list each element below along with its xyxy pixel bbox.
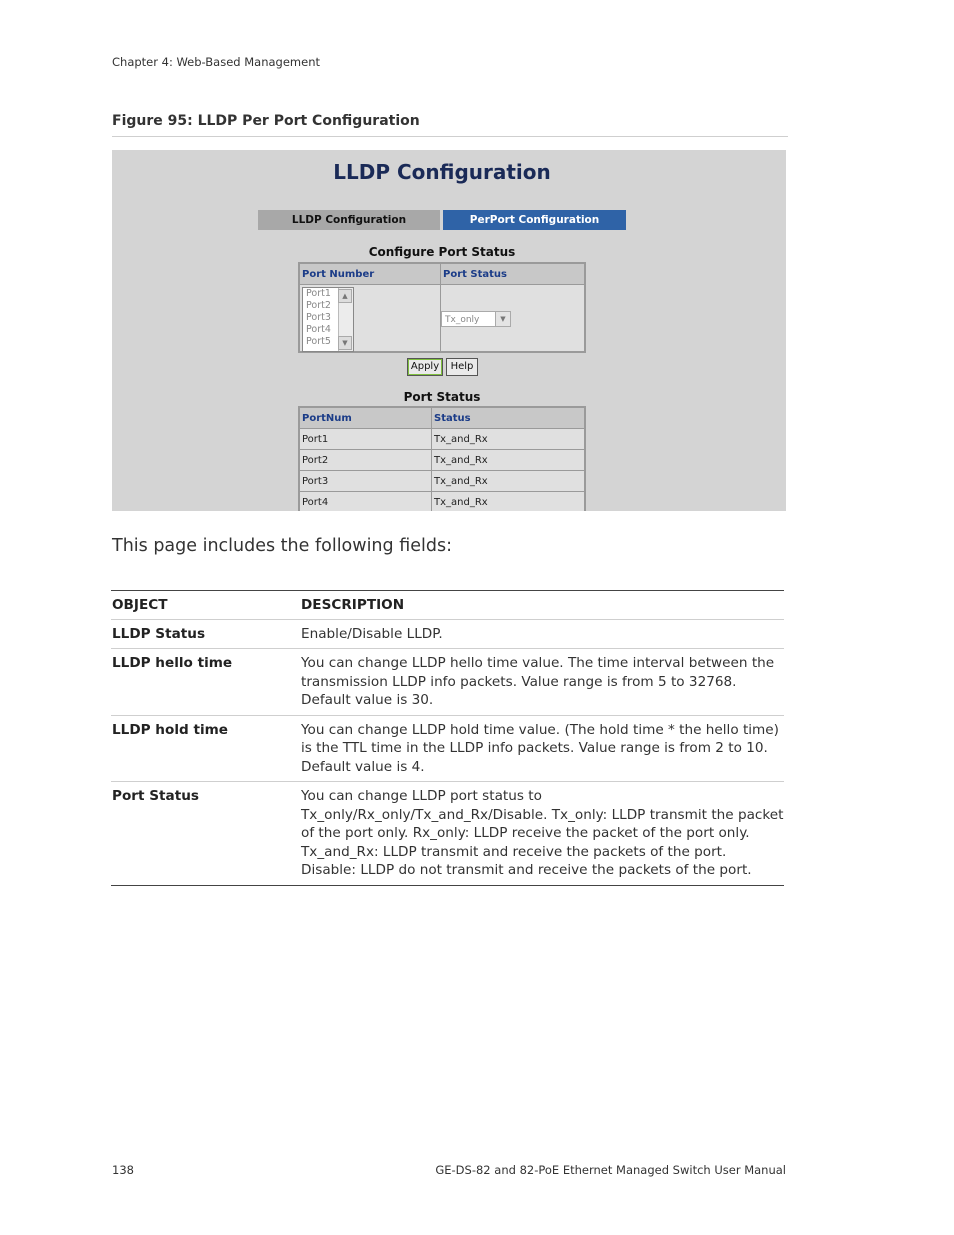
port-cell: Port1 xyxy=(299,429,432,450)
scroll-up-icon[interactable]: ▲ xyxy=(338,289,352,303)
help-button[interactable]: Help xyxy=(446,358,478,376)
description-header: DESCRIPTION xyxy=(301,597,405,613)
description-cell: You can change LLDP port status to Tx_only/Rx_only/Tx_and_Rx/Disable. Tx_only: LLDP transmit the packet of the port only. Rx_only: LLDP receive the packet of the port only. Tx_and_Rx: LLDP transmit and receive the packets of the port. Disable: LLDP do not transmit and receive the packets of the port. xyxy=(301,788,784,878)
list-item[interactable]: Port2 xyxy=(306,300,331,311)
manual-title: GE-DS-82 and 82-PoE Ethernet Managed Switch User Manual xyxy=(435,1163,786,1177)
status-cell: Tx_and_Rx xyxy=(432,429,586,450)
page-number: 138 xyxy=(112,1163,134,1177)
port-cell: Port3 xyxy=(299,471,432,492)
description-cell: Enable/Disable LLDP. xyxy=(301,625,443,642)
apply-button[interactable]: Apply xyxy=(407,358,443,376)
table-row xyxy=(299,429,585,450)
table-header-row xyxy=(111,591,784,620)
figure-rule xyxy=(112,136,788,137)
listbox-scrollbar[interactable] xyxy=(338,288,353,351)
table-row xyxy=(111,649,784,716)
port-status-select-value: Tx_only xyxy=(445,315,480,325)
fields-table xyxy=(111,590,784,886)
list-item[interactable]: Port1 xyxy=(306,288,331,299)
configure-port-status-title: Configure Port Status xyxy=(368,245,516,259)
list-item[interactable]: Port3 xyxy=(306,312,331,323)
tab-perport-configuration[interactable]: PerPort Configuration xyxy=(443,210,626,230)
object-cell: LLDP hello time xyxy=(112,655,233,671)
port-listbox[interactable] xyxy=(302,287,354,352)
intro-text: This page includes the following fields: xyxy=(112,536,452,556)
table-row xyxy=(299,450,585,471)
list-item[interactable]: Port4 xyxy=(306,324,331,335)
port-status-select[interactable] xyxy=(441,311,511,327)
chapter-header: Chapter 4: Web-Based Management xyxy=(112,55,321,69)
screenshot-title: LLDP Configuration xyxy=(333,160,551,184)
port-status-table xyxy=(298,406,586,511)
portnum-header: PortNum xyxy=(299,407,432,429)
object-header: OBJECT xyxy=(112,597,168,613)
status-header: Status xyxy=(432,407,586,429)
port-cell: Port2 xyxy=(299,450,432,471)
description-cell: You can change LLDP hold time value. (The hold time * the hello time) is the TTL time in the LLDP info packets. Value range is from 2 to 10. Default value is 4. xyxy=(301,721,779,775)
chevron-down-icon[interactable]: ▼ xyxy=(495,312,510,326)
scroll-down-icon[interactable]: ▼ xyxy=(338,336,352,350)
port-status-title: Port Status xyxy=(403,390,481,404)
table-row xyxy=(299,471,585,492)
status-cell: Tx_and_Rx xyxy=(432,492,586,512)
figure-caption: Figure 95: LLDP Per Port Configuration xyxy=(112,113,420,129)
status-cell: Tx_and_Rx xyxy=(432,471,586,492)
port-cell: Port4 xyxy=(299,492,432,512)
port-status-header: Port Status xyxy=(441,263,586,285)
tab-lldp-configuration[interactable]: LLDP Configuration xyxy=(258,210,440,230)
description-cell: You can change LLDP hello time value. The time interval between the transmission LLDP info packets. Value range is from 5 to 32768. Default value is 30. xyxy=(301,655,775,708)
table-row xyxy=(111,619,784,649)
object-cell: LLDP hold time xyxy=(112,721,228,738)
list-item[interactable]: Port5 xyxy=(306,336,331,347)
object-cell: LLDP Status xyxy=(112,625,206,642)
lldp-screenshot xyxy=(112,150,786,511)
status-cell: Tx_and_Rx xyxy=(432,450,586,471)
table-row xyxy=(111,715,784,782)
port-number-header: Port Number xyxy=(299,263,441,285)
object-cell: Port Status xyxy=(112,788,199,804)
table-row xyxy=(111,782,784,886)
table-row xyxy=(299,492,585,512)
